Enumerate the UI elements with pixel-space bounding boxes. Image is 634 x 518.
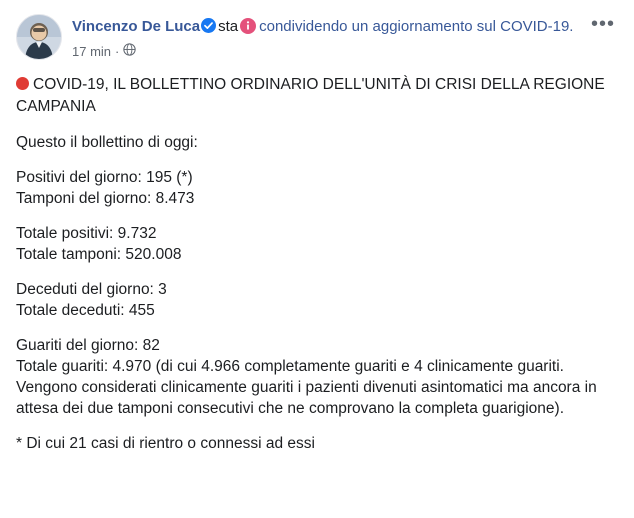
stat-line-totale-tamponi: Totale tamponi: 520.008 [16,246,182,263]
meta-separator: · [115,44,120,59]
stat-line-totale-deceduti: Totale deceduti: 455 [16,302,155,319]
post-headline-text: COVID-19, IL BOLLETTINO ORDINARIO DELL'UNITÀ DI CRISI DELLA REGIONE CAMPANIA [16,76,605,115]
verified-badge-icon [201,18,216,39]
stat-line-guariti-giorno: Guariti del giorno: 82 [16,337,160,354]
author-name[interactable]: Vincenzo De Luca [72,18,201,35]
stat-line-positivi-giorno: Positivi del giorno: 195 (*) [16,169,193,186]
byline-verb: sta [218,18,239,35]
stat-line-totale-positivi: Totale positivi: 9.732 [16,225,157,242]
stat-line-deceduti-giorno: Deceduti del giorno: 3 [16,281,167,298]
globe-icon[interactable] [123,43,136,60]
byline-action[interactable]: condividendo un aggiornamento sul COVID-19. [259,18,574,35]
post-meta [72,43,588,60]
post-headline [16,74,618,118]
red-circle-icon [16,77,29,90]
stat-line-tamponi-giorno: Tamponi del giorno: 8.473 [16,190,195,207]
info-badge-icon [240,18,256,40]
post-header [16,14,618,60]
header-text [72,14,588,60]
avatar[interactable] [16,14,62,60]
post-footnote: * Di cui 21 casi di rientro o connessi ad essi [16,435,315,452]
post-intro: Questo il bollettino di oggi: [16,134,198,151]
post-options-button[interactable]: ••• [590,12,615,35]
post-byline [72,16,588,40]
post-body [16,74,618,454]
stat-line-totale-guariti: Totale guariti: 4.970 (di cui 4.966 completamente guariti e 4 clinicamente guariti. Vengono considerati clinicamente guariti i pazienti divenuti asintomatici ma ancora in attesa dei due tamponi consecutivi che ne comprovano la completa guarigione). [16,358,597,417]
post-timestamp[interactable]: 17 min [72,44,112,59]
